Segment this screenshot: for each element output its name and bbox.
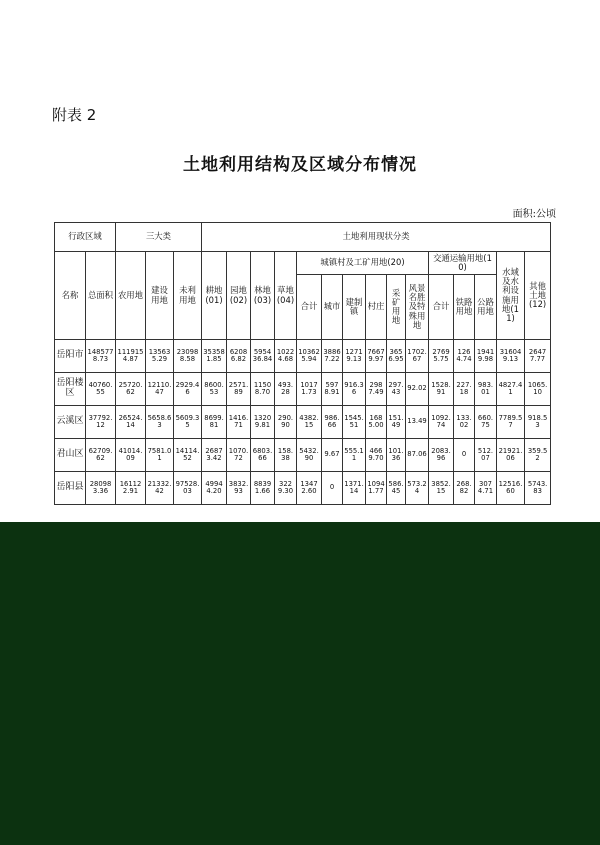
table-cell: 1070.72 (227, 439, 251, 472)
table-cell: 3852.15 (429, 472, 454, 505)
table-cell: 1264.74 (454, 340, 475, 373)
table-cell: 13472.60 (297, 472, 322, 505)
table-cell: 37792.12 (86, 406, 116, 439)
header-farmland: 农用地 (116, 252, 146, 340)
header-urban-group: 城镇村及工矿用地(20) (297, 252, 429, 275)
table-cell: 1119154.87 (116, 340, 146, 373)
table-cell: 5658.63 (146, 406, 174, 439)
appendix-label: 附表 2 (52, 106, 97, 124)
table-body (55, 340, 551, 505)
table-cell: 916.36 (343, 373, 366, 406)
table-cell: 8699.81 (202, 406, 227, 439)
table-cell: 135635.29 (146, 340, 174, 373)
land-use-table-wrapper (54, 222, 550, 505)
table-cell: 555.11 (343, 439, 366, 472)
table-cell: 40760.55 (86, 373, 116, 406)
header-other: 其他土地(12) (525, 252, 551, 340)
table-cell: 2083.96 (429, 439, 454, 472)
table-cell: 1702.67 (406, 340, 429, 373)
table-cell: 9.67 (322, 439, 343, 472)
land-use-table (54, 222, 551, 505)
table-cell: 1371.14 (343, 472, 366, 505)
table-cell: 158.38 (275, 439, 297, 472)
table-cell: 97528.03 (174, 472, 202, 505)
header-cultivated: 耕地(01) (202, 252, 227, 340)
table-cell: 19419.98 (475, 340, 497, 373)
table-cell: 4669.70 (366, 439, 387, 472)
table-cell: 586.45 (387, 472, 406, 505)
table-cell: 88391.66 (251, 472, 275, 505)
table-cell: 1065.10 (525, 373, 551, 406)
table-cell: 5743.83 (525, 472, 551, 505)
table-cell: 62086.82 (227, 340, 251, 373)
table-cell: 12516.60 (497, 472, 525, 505)
table-cell: 227.18 (454, 373, 475, 406)
table-cell: 21921.06 (497, 439, 525, 472)
table-cell: 13.49 (406, 406, 429, 439)
header-unused: 未利用地 (174, 252, 202, 340)
table-cell: 38867.22 (322, 340, 343, 373)
table-cell: 268.82 (454, 472, 475, 505)
header-urban-city: 城市 (322, 275, 343, 340)
header-transport-road: 公路用地 (475, 275, 497, 340)
table-cell: 353581.85 (202, 340, 227, 373)
unit-note: 面积:公顷 (512, 209, 556, 220)
table-cell: 1685.00 (366, 406, 387, 439)
table-cell: 49944.20 (202, 472, 227, 505)
table-cell: 493.28 (275, 373, 297, 406)
table-cell: 10224.68 (275, 340, 297, 373)
table-cell: 5609.35 (174, 406, 202, 439)
header-construction: 建设用地 (146, 252, 174, 340)
table-cell: 26477.77 (525, 340, 551, 373)
table-cell: 512.07 (475, 439, 497, 472)
table-cell: 7789.57 (497, 406, 525, 439)
header-urban-total: 合计 (297, 275, 322, 340)
table-cell: 1545.51 (343, 406, 366, 439)
table-row (55, 373, 551, 406)
table-cell: 5432.90 (297, 439, 322, 472)
table-cell: 8600.53 (202, 373, 227, 406)
table-cell: 5978.91 (322, 373, 343, 406)
table-cell: 6803.66 (251, 439, 275, 472)
table-cell: 10941.77 (366, 472, 387, 505)
table-cell: 133.02 (454, 406, 475, 439)
table-cell: 103625.94 (297, 340, 322, 373)
table-cell: 660.75 (475, 406, 497, 439)
header-urban-village: 村庄 (366, 275, 387, 340)
header-transport-total: 合计 (429, 275, 454, 340)
table-cell: 21332.42 (146, 472, 174, 505)
table-cell: 3832.93 (227, 472, 251, 505)
table-cell: 3074.71 (475, 472, 497, 505)
header-admin-region: 行政区域 (55, 223, 116, 252)
table-cell: 4382.15 (297, 406, 322, 439)
region-name-cell: 岳阳楼区 (55, 373, 86, 406)
header-transport-rail: 铁路用地 (454, 275, 475, 340)
table-cell: 76679.97 (366, 340, 387, 373)
header-garden: 园地(02) (227, 252, 251, 340)
table-cell: 26524.14 (116, 406, 146, 439)
document-title: 土地利用结构及区域分布情况 (183, 155, 417, 175)
table-cell: 27695.75 (429, 340, 454, 373)
table-cell: 0 (454, 439, 475, 472)
table-cell: 290.90 (275, 406, 297, 439)
header-urban-scenic: 风景名胜及特殊用地 (406, 275, 429, 340)
table-cell: 986.66 (322, 406, 343, 439)
table-cell: 13209.81 (251, 406, 275, 439)
header-transport-group: 交通运输用地(10) (429, 252, 497, 275)
table-cell: 3229.30 (275, 472, 297, 505)
table-cell: 41014.09 (116, 439, 146, 472)
region-name-cell: 君山区 (55, 439, 86, 472)
header-urban-mining: 采矿用地 (387, 275, 406, 340)
table-row (55, 340, 551, 373)
table-row (55, 406, 551, 439)
dark-cover-region (0, 522, 600, 845)
table-cell: 3656.95 (387, 340, 406, 373)
table-row (55, 439, 551, 472)
table-cell: 11508.70 (251, 373, 275, 406)
table-cell: 280983.36 (86, 472, 116, 505)
table-cell: 983.01 (475, 373, 497, 406)
table-cell: 7581.01 (146, 439, 174, 472)
region-name-cell: 岳阳市 (55, 340, 86, 373)
table-cell: 316049.13 (497, 340, 525, 373)
table-cell: 12719.13 (343, 340, 366, 373)
header-forest: 林地(03) (251, 252, 275, 340)
table-cell: 1416.71 (227, 406, 251, 439)
table-cell: 2929.46 (174, 373, 202, 406)
table-cell: 1528.91 (429, 373, 454, 406)
table-cell: 161122.91 (116, 472, 146, 505)
table-cell: 101.36 (387, 439, 406, 472)
table-cell: 62709.62 (86, 439, 116, 472)
header-three-classes: 三大类 (116, 223, 202, 252)
table-cell: 87.06 (406, 439, 429, 472)
table-cell: 573.24 (406, 472, 429, 505)
region-name-cell: 云溪区 (55, 406, 86, 439)
header-name: 名称 (55, 252, 86, 340)
header-urban-town: 建制镇 (343, 275, 366, 340)
table-cell: 92.02 (406, 373, 429, 406)
table-cell: 26873.42 (202, 439, 227, 472)
table-cell: 297.43 (387, 373, 406, 406)
table-cell: 151.49 (387, 406, 406, 439)
table-cell: 1485778.73 (86, 340, 116, 373)
header-total-area: 总面积 (86, 252, 116, 340)
table-cell: 2987.49 (366, 373, 387, 406)
table-cell: 2571.89 (227, 373, 251, 406)
table-cell: 10171.73 (297, 373, 322, 406)
header-current-status: 土地利用现状分类 (202, 223, 551, 252)
table-cell: 0 (322, 472, 343, 505)
table-cell: 12110.47 (146, 373, 174, 406)
table-cell: 359.52 (525, 439, 551, 472)
table-cell: 918.53 (525, 406, 551, 439)
header-grass: 草地(04) (275, 252, 297, 340)
table-cell: 14114.52 (174, 439, 202, 472)
table-cell: 25720.62 (116, 373, 146, 406)
table-row (55, 472, 551, 505)
header-water: 水域及水利设施用地(11) (497, 252, 525, 340)
table-cell: 1092.74 (429, 406, 454, 439)
table-cell: 230988.58 (174, 340, 202, 373)
region-name-cell: 岳阳县 (55, 472, 86, 505)
table-cell: 4827.41 (497, 373, 525, 406)
table-cell: 595436.84 (251, 340, 275, 373)
